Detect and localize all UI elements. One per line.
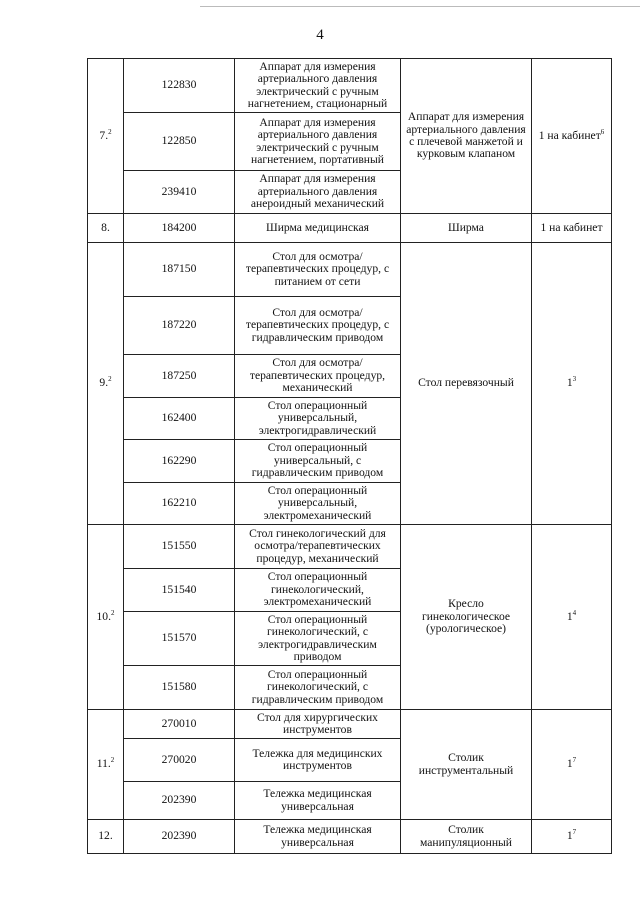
- item-code: 202390: [124, 820, 235, 854]
- item-name: Стол операционный универсальный, электрогидравлический: [235, 398, 401, 440]
- item-name: Стол операционный гинекологический, электромеханический: [235, 569, 401, 612]
- item-code: 162290: [124, 440, 235, 483]
- item-name: Аппарат для измерения артериального давления электрический с ручным нагнетением, портативный: [235, 113, 401, 171]
- item-code: 151550: [124, 525, 235, 569]
- table-row: [88, 820, 612, 854]
- page-number: 4: [316, 27, 324, 43]
- table-row: [88, 214, 612, 243]
- group-name: Столик манипуляционный: [401, 820, 532, 854]
- item-code: 270020: [124, 739, 235, 782]
- item-count: 1 на кабинет$^6$: [532, 59, 612, 214]
- table-row: [88, 710, 612, 739]
- item-code: 270010: [124, 710, 235, 739]
- item-code: 151580: [124, 666, 235, 710]
- item-count: $1^7$: [532, 820, 612, 854]
- equipment-table: [87, 58, 612, 854]
- item-code: 184200: [124, 214, 235, 243]
- item-name: Аппарат для измерения артериального давления электрический с ручным нагнетением, стационарный: [235, 59, 401, 113]
- row-number: 11.$^2$: [88, 710, 124, 820]
- row-number: 7.$^2$: [88, 59, 124, 214]
- row-number: 8.: [88, 214, 124, 243]
- item-count: $1^7$: [532, 710, 612, 820]
- item-code: 151540: [124, 569, 235, 612]
- item-name: Стол операционный универсальный, электромеханический: [235, 483, 401, 525]
- item-name: Ширма медицинская: [235, 214, 401, 243]
- group-name: Аппарат для измерения артериального давления с плечевой манжетой и курковым клапаном: [401, 59, 532, 214]
- item-code: 162210: [124, 483, 235, 525]
- item-code: 187220: [124, 297, 235, 355]
- item-code: 122850: [124, 113, 235, 171]
- item-name: Тележка для медицинских инструментов: [235, 739, 401, 782]
- item-code: 122830: [124, 59, 235, 113]
- item-name: Стол для осмотра/терапевтических процедур, с гидравлическим приводом: [235, 297, 401, 355]
- item-code: 187250: [124, 355, 235, 398]
- item-name: Стол операционный универсальный, с гидравлическим приводом: [235, 440, 401, 483]
- item-name: Тележка медицинская универсальная: [235, 820, 401, 854]
- item-name: Стол операционный гинекологический, с гидравлическим приводом: [235, 666, 401, 710]
- item-name: Тележка медицинская универсальная: [235, 782, 401, 820]
- row-number: 10.$^2$: [88, 525, 124, 710]
- item-code: 187150: [124, 243, 235, 297]
- item-name: Стол операционный гинекологический, с электрогидравлическим приводом: [235, 612, 401, 666]
- item-name: Стол для осмотра/терапевтических процедур, с питанием от сети: [235, 243, 401, 297]
- item-count: 1 на кабинет: [532, 214, 612, 243]
- item-code: 162400: [124, 398, 235, 440]
- row-number: 12.: [88, 820, 124, 854]
- item-code: 239410: [124, 171, 235, 214]
- item-code: 151570: [124, 612, 235, 666]
- group-name: Ширма: [401, 214, 532, 243]
- item-name: Стол для хирургических инструментов: [235, 710, 401, 739]
- scan-top-line: [200, 6, 640, 7]
- table-row: [88, 59, 612, 113]
- row-number: 9.$^2$: [88, 243, 124, 525]
- group-name: Столик инструментальный: [401, 710, 532, 820]
- group-name: Кресло гинекологическое (урологическое): [401, 525, 532, 710]
- item-count: $1^4$: [532, 525, 612, 710]
- table-row: [88, 525, 612, 569]
- item-name: Стол гинекологический для осмотра/терапевтических процедур, механический: [235, 525, 401, 569]
- table-row: [88, 243, 612, 297]
- group-name: Стол перевязочный: [401, 243, 532, 525]
- item-name: Стол для осмотра/терапевтических процедур, механический: [235, 355, 401, 398]
- item-code: 202390: [124, 782, 235, 820]
- item-count: $1^3$: [532, 243, 612, 525]
- item-name: Аппарат для измерения артериального давления анероидный механический: [235, 171, 401, 214]
